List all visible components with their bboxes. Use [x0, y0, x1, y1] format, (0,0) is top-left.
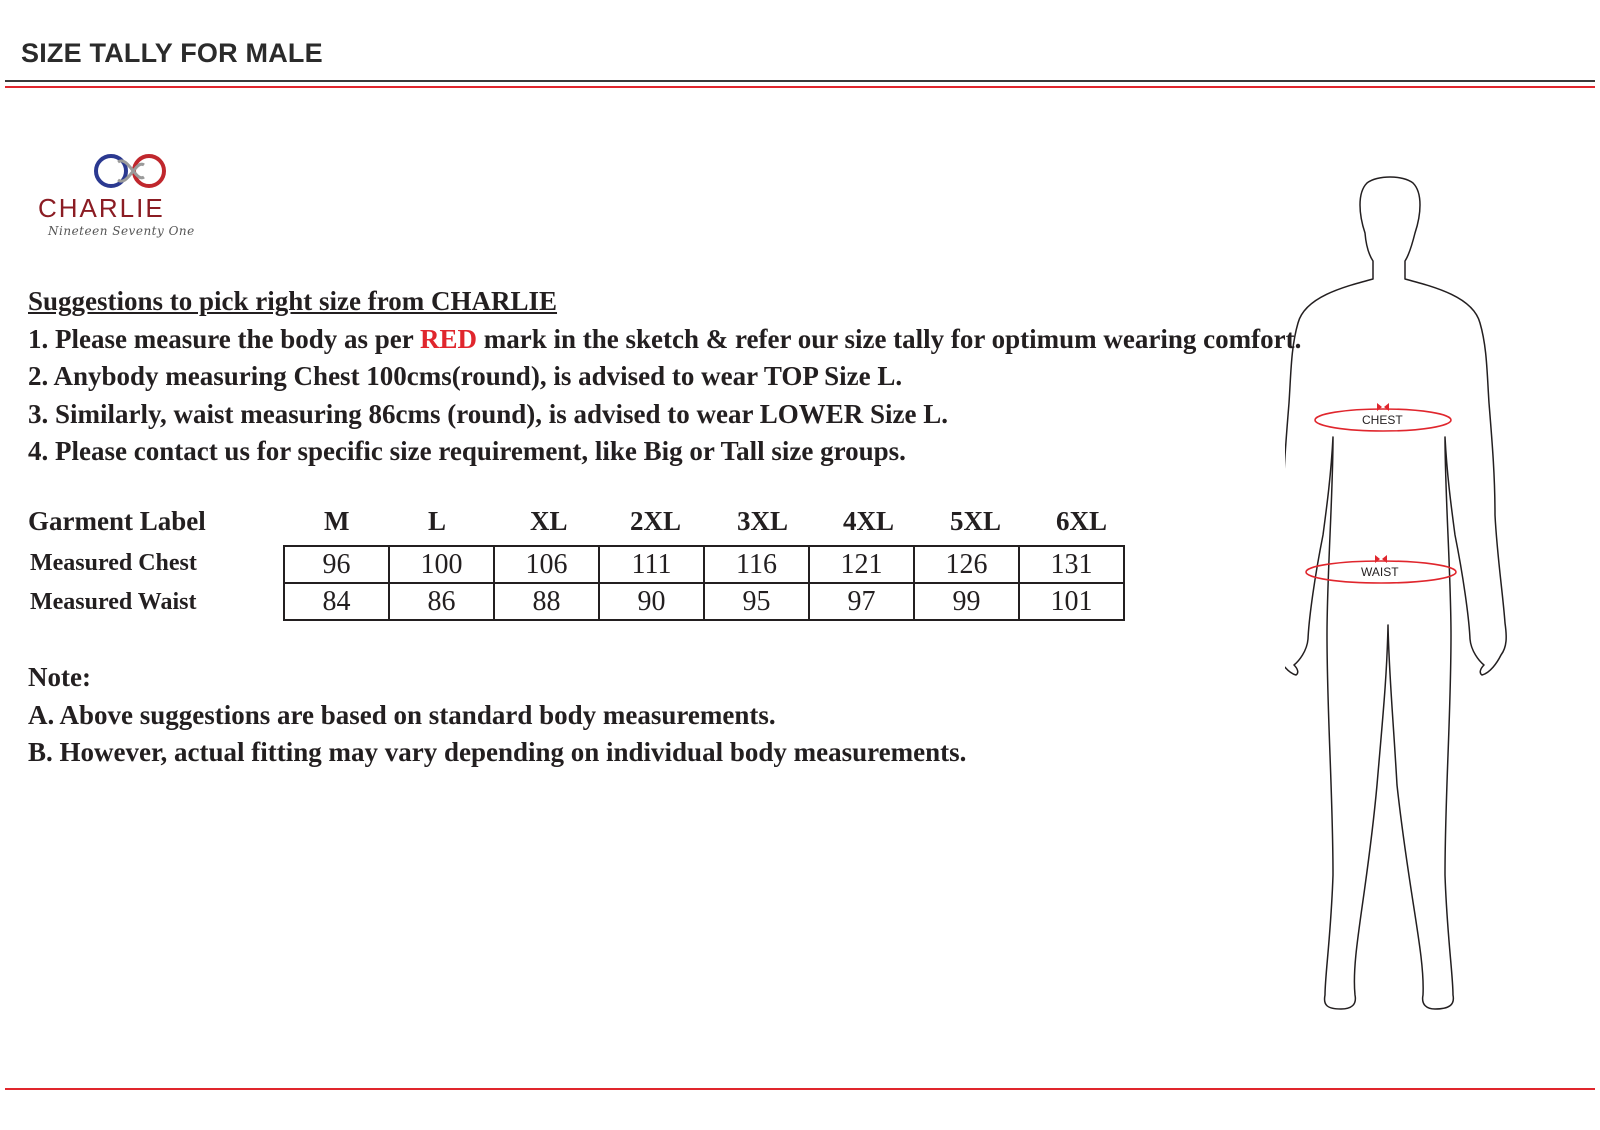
- chest-cell: 121: [809, 546, 914, 583]
- waist-cell: 90: [599, 583, 704, 620]
- table-row-chest: [284, 546, 1124, 583]
- suggestion-4: 4. Please contact us for specific size requirement, like Big or Tall size groups.: [28, 436, 906, 466]
- suggestions-heading: Suggestions to pick right size from CHARLIE: [28, 286, 558, 316]
- suggestion-1-post: mark in the sketch & refer our size tally for optimum wearing comfort.: [477, 323, 1302, 354]
- size-header-l: L: [428, 506, 447, 536]
- chest-cell: 126: [914, 546, 1019, 583]
- waist-cell: 86: [389, 583, 494, 620]
- body-sketch: [1285, 175, 1545, 1035]
- suggestion-2: 2. Anybody measuring Chest 100cms(round), is advised to wear TOP Size L.: [28, 361, 903, 391]
- logo-wordmark: CHARLIE: [38, 193, 165, 223]
- size-header-2xl: 2XL: [630, 506, 682, 536]
- waist-cell: 101: [1019, 583, 1124, 620]
- chest-cell: 106: [494, 546, 599, 583]
- waist-mark-label: WAIST: [1361, 565, 1399, 579]
- chest-cell: 116: [704, 546, 809, 583]
- waist-cell: 88: [494, 583, 599, 620]
- size-header-xl: XL: [530, 506, 568, 536]
- logo-rings-icon: [36, 153, 236, 193]
- notes-heading: Note:: [28, 662, 91, 692]
- table-row-waist: [284, 583, 1124, 620]
- male-body-outline-icon: [1285, 175, 1545, 1035]
- size-header-3xl: 3XL: [737, 506, 789, 536]
- logo-tagline: Nineteen Seventy One: [48, 224, 195, 238]
- row-label-waist: Measured Waist: [30, 589, 197, 615]
- chest-cell: 96: [284, 546, 389, 583]
- size-header-4xl: 4XL: [843, 506, 895, 536]
- suggestion-3: 3. Similarly, waist measuring 86cms (round), is advised to wear LOWER Size L.: [28, 398, 949, 429]
- note-b: B. However, actual fitting may vary depending on individual body measurements.: [28, 737, 967, 767]
- waist-cell: 97: [809, 583, 914, 620]
- row-label-chest: Measured Chest: [30, 550, 197, 576]
- garment-label-header: Garment Label: [28, 506, 206, 536]
- size-table: [283, 545, 1125, 621]
- size-header-5xl: 5XL: [950, 506, 1002, 536]
- suggestion-1-pre: 1. Please measure the body as per: [28, 323, 420, 354]
- chest-cell: 111: [599, 546, 704, 583]
- size-header-m: M: [324, 506, 350, 536]
- waist-cell: 99: [914, 583, 1019, 620]
- chest-cell: 100: [389, 546, 494, 583]
- suggestions-block: [28, 283, 1301, 471]
- waist-cell: 84: [284, 583, 389, 620]
- note-a: A. Above suggestions are based on standard body measurements.: [28, 699, 776, 730]
- waist-cell: 95: [704, 583, 809, 620]
- notes-block: [28, 659, 966, 772]
- brand-logo: [36, 153, 236, 245]
- chest-mark-label: CHEST: [1362, 413, 1403, 427]
- header-divider: [5, 80, 1595, 82]
- page-title: SIZE TALLY FOR MALE: [21, 38, 323, 68]
- suggestion-1: [28, 321, 1301, 359]
- size-header-6xl: 6XL: [1056, 506, 1108, 536]
- header-accent-divider: [5, 86, 1595, 88]
- chest-cell: 131: [1019, 546, 1124, 583]
- footer-divider: [5, 1088, 1595, 1090]
- suggestion-1-red-word: RED: [419, 323, 477, 354]
